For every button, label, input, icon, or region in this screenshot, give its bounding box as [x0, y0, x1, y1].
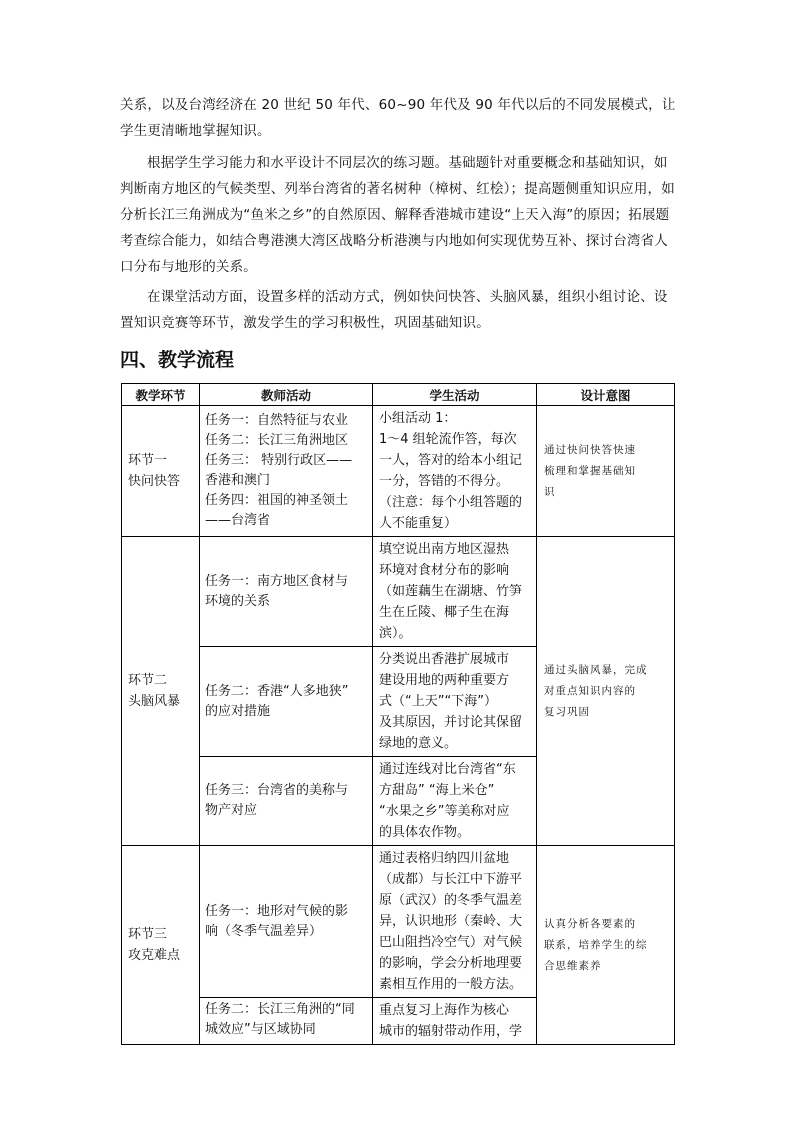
text-line: （注意：每个小组答题的: [379, 495, 523, 510]
text-line: 物产对应: [205, 803, 258, 818]
header-teacher-activity: 教师活动: [200, 384, 373, 406]
student-activity-cell: [373, 406, 537, 537]
text-line: 一分，答错的不得分。: [379, 474, 510, 489]
text-line: 素相互作用的一般方法。: [379, 977, 523, 992]
text-line: 建设用地的两种重要方: [379, 673, 510, 688]
text-line: （成都）与长江中下游平: [379, 872, 523, 887]
text-line: 的影响，学会分析地理要: [379, 956, 523, 971]
teacher-activity-cell: [200, 647, 373, 757]
text-line: 对重点知识内容的: [544, 684, 636, 697]
text-line: 任务二：长江三角洲的“同: [205, 1002, 355, 1017]
student-activity-cell: [373, 846, 537, 998]
text-line: 滨）。: [379, 626, 412, 641]
student-activity-cell: [373, 537, 537, 647]
stage-label: 环节一: [128, 453, 168, 468]
text-line: 绿地的意义。: [379, 736, 458, 751]
text-line: 任务四：祖国的神圣领土: [205, 493, 349, 508]
text-line: 复习巩固: [544, 705, 590, 718]
teacher-activity-cell: [200, 537, 373, 647]
text-line: 的具体农作物。: [379, 825, 471, 840]
stage-cell: [122, 406, 200, 537]
text-line: 人不能重复）: [379, 516, 458, 531]
text-line: 合思维素养: [544, 959, 602, 972]
text-line: （如莲藕生在湖塘、竹笋: [379, 584, 523, 599]
section-heading: 四、教学流程: [120, 349, 235, 371]
design-intent-cell: [537, 846, 675, 1045]
stage-title: 头脑风暴: [128, 694, 181, 709]
text-line: 的应对措施: [205, 703, 271, 719]
teaching-flow-table: [121, 383, 675, 1045]
teacher-activity-cell: [200, 846, 373, 998]
table-row: [122, 846, 675, 998]
text-line: 通过连线对比台湾省“东: [379, 762, 516, 777]
text-line: 方甜岛” “海上米仓”: [379, 783, 495, 798]
text-line: 环境对食材分布的影响: [379, 563, 510, 578]
text-line: 响（冬季气温差异）: [205, 923, 323, 939]
stage-cell: [122, 846, 200, 1045]
text-line: 通过表格归纳四川盆地: [379, 851, 510, 866]
design-intent-cell: [537, 406, 675, 537]
stage-title: 攻克难点: [128, 948, 181, 963]
text-line: 任务一：自然特征与农业: [205, 413, 349, 428]
text-line: ——台湾省: [205, 513, 271, 528]
teacher-activity-cell: [200, 406, 373, 537]
text-line: 填空说出南方地区湿热: [379, 542, 510, 557]
paragraph-2: 根据学生学习能力和水平设计不同层次的练习题。基础题针对重要概念和基础知识，如判断南方地区的气候类型、列举台湾省的著名树种（樟树、红桧）；提高题侧重知识应用，如分析长江三角洲成为“鱼米之乡”的自然原因、解释香港城市建设“上天入海”的原因；拓展题考查综合能力，如结合粤港澳大湾区战略分析港澳与内地如何实现优势互补、探讨台湾省人口分布与地形的关系。: [120, 155, 675, 275]
teacher-activity-cell: [200, 998, 373, 1045]
text-line: 小组活动 1：: [379, 411, 457, 426]
table-row: [122, 406, 675, 537]
text-line: 分类说出香港扩展城市: [379, 652, 510, 667]
stage-cell: [122, 537, 200, 846]
text-line: 城效应”与区域协同: [205, 1022, 316, 1037]
text-line: 原（武汉）的冬季气温差: [379, 893, 523, 908]
text-line: 巴山阻挡冷空气）对气候: [379, 935, 523, 950]
header-student-activity: 学生活动: [373, 384, 537, 406]
text-line: 认真分析各要素的: [544, 917, 636, 930]
paragraph-3: 在课堂活动方面，设置多样的活动方式，例如快问快答、头脑风暴，组织小组讨论、设置知识竞赛等环节，激发学生的学习积极性，巩固基础知识。: [120, 289, 668, 331]
text-line: 城市的辐射带动作用，学: [379, 1024, 523, 1039]
text-line: 通过快问快答快速: [544, 443, 636, 456]
text-line: 式（“上天”“下海”）: [379, 694, 497, 709]
stage-title: 快问快答: [128, 474, 181, 489]
text-line: 生在丘陵、椰子生在海: [379, 605, 510, 620]
header-design-intent: 设计意图: [537, 384, 675, 406]
header-stage: 教学环节: [122, 384, 200, 406]
text-line: 及其原因，并讨论其保留: [379, 715, 523, 730]
teacher-activity-cell: [200, 757, 373, 846]
student-activity-cell: [373, 998, 537, 1045]
text-line: 通过头脑风暴，完成: [544, 663, 648, 676]
text-line: 梳理和掌握基础知: [544, 464, 636, 477]
text-line: 任务一：地形对气候的影: [205, 903, 349, 919]
stage-label: 环节三: [128, 927, 168, 942]
paragraph-1: 关系，以及台湾经济在 20 世纪 50 年代、60~90 年代及 90 年代以后的不同发展模式，让学生更清晰地掌握知识。: [120, 97, 676, 139]
text-line: 任务三：台湾省的美称与: [205, 783, 349, 798]
text-line: 任务二：长江三角洲地区: [205, 433, 349, 448]
design-intent-cell: [537, 537, 675, 846]
text-line: 联系，培养学生的综: [544, 938, 648, 951]
text-line: 1～4 组轮流作答，每次: [379, 432, 517, 447]
text-line: 识: [544, 485, 556, 498]
text-line: “水果之乡”等美称对应: [379, 804, 510, 819]
table-row: [122, 537, 675, 647]
text-line: 异，认识地形（秦岭、大: [379, 914, 523, 929]
text-line: 一人，答对的给本小组记: [379, 453, 523, 468]
text-line: 任务二：香港“人多地狭”: [205, 683, 349, 699]
text-line: 任务一：南方地区食材与: [205, 573, 349, 589]
text-line: 香港和澳门: [205, 473, 271, 488]
text-line: 环境的关系: [205, 593, 271, 609]
text-line: 任务三： 特别行政区——: [205, 453, 353, 468]
text-line: 重点复习上海作为核心: [379, 1003, 510, 1018]
table-header-row: [122, 384, 675, 406]
stage-label: 环节二: [128, 673, 168, 688]
student-activity-cell: [373, 647, 537, 757]
student-activity-cell: [373, 757, 537, 846]
